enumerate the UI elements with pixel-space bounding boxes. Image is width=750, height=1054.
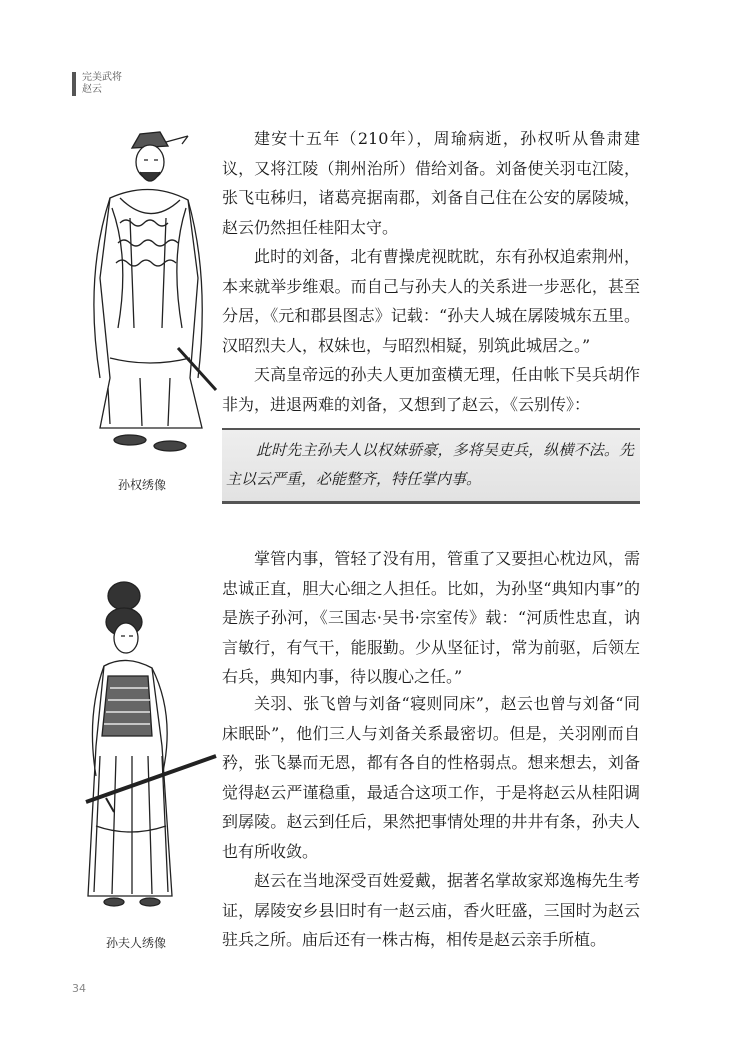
paragraph-2: 此时的刘备，北有曹操虎视眈眈，东有孙权追索荆州，本来就举步维艰。而自己与孙夫人的关系进一步恶化，甚至分居，《元和郡县图志》记载：“孙夫人城在孱陵城东五里。汉昭烈夫人，权妹也，与昭烈相疑，别筑此城居之。”: [222, 247, 640, 355]
lady-sun-caption: 孙夫人绣像: [105, 936, 166, 950]
quote-text: 此时先主孙夫人以权妹骄豪，多将吴吏兵，纵横不法。先主以云严重，必能整齐，特任掌内事。: [226, 441, 634, 488]
quote-block: [222, 428, 640, 504]
sun-quan-caption: 孙权绣像: [117, 478, 166, 492]
sun-quan-drawing: [70, 128, 220, 468]
chapter-title: 赵云: [82, 84, 102, 95]
running-header: [72, 72, 122, 96]
lady-sun-drawing: [66, 576, 222, 926]
paragraph-1: 建安十五年（210年），周瑜病逝，孙权听从鲁肃建议，又将江陵（荆州治所）借给刘备。刘备使关羽屯江陵，张飞屯秭归，诸葛亮据南郡，刘备自己住在公安的孱陵城，赵云仍然担任桂阳太守。: [222, 129, 640, 237]
paragraph-4: 掌管内事，管轻了没有用，管重了又要担心枕边风，需忠诚正直，胆大心细之人担任。比如，为孙坚“典知内事”的是族子孙河，《三国志·吴书·宗室传》载：“河质性忠直，讷言敏行，有气干，能服勤。少从坚征讨，常为前驱，后领左右兵，典知内事，待以腹心之任。”: [222, 549, 640, 686]
page-number: 34: [72, 982, 86, 995]
paragraph-5: 关羽、张飞曾与刘备“寝则同床”，赵云也曾与刘备“同床眠卧”，他们三人与刘备关系最密切。但是，关羽刚而自矜，张飞暴而无恩，都有各自的性格弱点。想来想去，刘备觉得赵云严谨稳重，最适合这项工作，于是将赵云从桂阳调到孱陵。赵云到任后，果然把事情处理的井井有条，孙夫人也有所收敛。: [222, 694, 640, 861]
book-title: 完美武将: [82, 72, 122, 83]
paragraph-6: 赵云在当地深受百姓爱戴，据著名掌故家郑逸梅先生考证，孱陵安乡县旧时有一赵云庙，香火旺盛，三国时为赵云驻兵之所。庙后还有一株古梅，相传是赵云亲手所植。: [222, 871, 640, 949]
paragraph-3: 天高皇帝远的孙夫人更加蛮横无理，任由帐下吴兵胡作非为，进退两难的刘备，又想到了赵云，《云别传》：: [222, 365, 640, 414]
lady-sun-illustration: [66, 576, 222, 926]
sun-quan-illustration: [70, 128, 220, 468]
